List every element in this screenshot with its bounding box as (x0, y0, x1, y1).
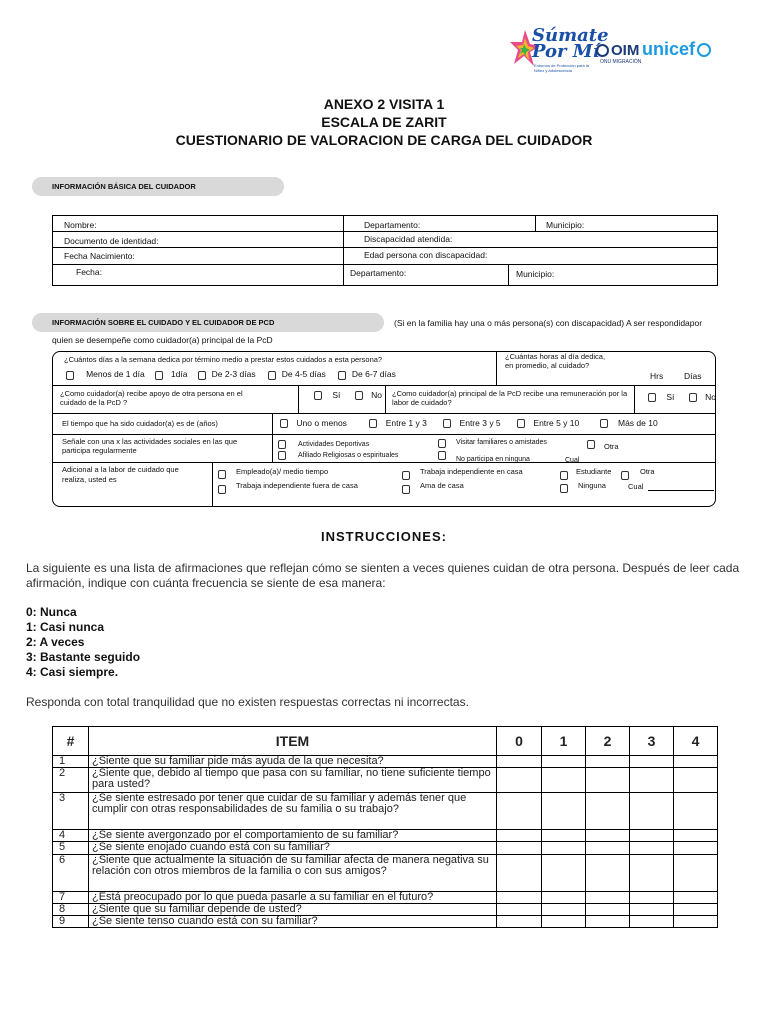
checkbox-ninguna[interactable] (560, 484, 568, 493)
option-2-3-dias: De 2-3 días (211, 369, 256, 379)
option-support-no: No (371, 390, 383, 400)
score-cell-2[interactable] (586, 904, 630, 916)
scale-0: 0: Nunca (26, 605, 77, 619)
score-cell-0[interactable] (497, 904, 542, 916)
checkbox-4-5-dias[interactable] (268, 371, 276, 380)
score-cell-3[interactable] (630, 904, 674, 916)
header-score-0: 0 (497, 727, 542, 756)
checkbox-entre-1-3[interactable] (369, 419, 377, 428)
label-discapacidad: Discapacidad atendida: (364, 234, 453, 244)
table-row (53, 892, 718, 904)
unicef-emblem-icon (697, 43, 711, 57)
scale-3: 3: Bastante seguido (26, 650, 141, 664)
score-cell-1[interactable] (542, 855, 586, 892)
score-cell-4[interactable] (674, 756, 718, 768)
oim-text: OIM (611, 42, 640, 59)
question-social-activities: Señale con una x las actividades sociales en las que participa regularmente (62, 437, 238, 455)
oim-subtitle: ONU MIGRACIÓN (600, 59, 642, 65)
checkbox-entre-3-5[interactable] (443, 419, 451, 428)
option-ama-de-casa: Ama de casa (420, 481, 464, 490)
score-cell-3[interactable] (630, 892, 674, 904)
item-number: 7 (53, 892, 89, 904)
score-cell-4[interactable] (674, 768, 718, 793)
option-ninguna: Ninguna (578, 481, 606, 490)
checkbox-afiliado-religiosas[interactable] (278, 451, 286, 460)
score-cell-4[interactable] (674, 793, 718, 830)
scale-2: 2: A veces (26, 635, 85, 649)
sumate-logo (510, 25, 609, 80)
score-cell-0[interactable] (497, 916, 542, 928)
checkbox-2-3-dias[interactable] (198, 371, 206, 380)
option-independiente-fuera: Trabaja independiente fuera de casa (236, 481, 358, 490)
option-empleado-medio-tiempo: Empleado(a)/ medio tiempo (236, 467, 329, 476)
score-cell-1[interactable] (542, 768, 586, 793)
score-cell-2[interactable] (586, 855, 630, 892)
cual-underline (648, 490, 714, 491)
scale-1: 1: Casi nunca (26, 620, 105, 634)
score-cell-0[interactable] (497, 855, 542, 892)
option-estudiante: Estudiante (576, 467, 612, 476)
item-text: ¿Se siente avergonzado por el comportamiento de su familiar? (89, 830, 497, 842)
question-hours-per-day: ¿Cuántas horas al día dedica, en promedio, al cuidado? (505, 352, 606, 370)
table-row (53, 904, 718, 916)
checkbox-remuneration-si[interactable] (648, 393, 656, 402)
partner-logos (500, 26, 730, 82)
label-documento: Documento de identidad: (64, 236, 159, 246)
table-row (53, 768, 718, 793)
item-text: ¿Siente que actualmente la situación de su familiar afecta de manera negativa su relación con otros miembros de la familia o con sus amigos? (89, 855, 497, 892)
item-text: ¿Se siente tenso cuando está con su familiar? (89, 916, 497, 928)
option-6-7-dias: De 6-7 días (351, 369, 396, 379)
question-remuneration: ¿Como cuidador(a) principal de la PcD recibe una remuneración por la labor de cuidado? (392, 389, 628, 407)
score-cell-1[interactable] (542, 756, 586, 768)
score-cell-0[interactable] (497, 842, 542, 855)
option-menos-1-dia: Menos de 1 día (86, 369, 145, 379)
question-additional-role: Adicional a la labor de cuidado que realiza, usted es (62, 465, 179, 484)
score-cell-0[interactable] (497, 830, 542, 842)
label-hrs: Hrs (650, 371, 664, 381)
option-mas-de-10: Más de 10 (618, 418, 658, 428)
option-afiliado-religiosas: Afiliado Religiosas o espirituales (298, 452, 399, 459)
label-edad: Edad persona con discapacidad: (364, 250, 488, 260)
option-entre-5-10: Entre 5 y 10 (533, 418, 580, 428)
checkbox-independiente-casa[interactable] (402, 471, 410, 480)
label-dias: Días (684, 371, 702, 381)
score-cell-0[interactable] (497, 793, 542, 830)
score-cell-3[interactable] (630, 756, 674, 768)
header-score-1: 1 (542, 727, 586, 756)
option-uno-o-menos: Uno o menos (296, 418, 347, 428)
score-cell-0[interactable] (497, 756, 542, 768)
instructions-closing: Responda con total tranquilidad que no existen respuestas correctas ni incorrectas. (26, 695, 469, 709)
checkbox-6-7-dias[interactable] (338, 371, 346, 380)
item-text: ¿Está preocupado por lo que pueda pasarle a su familiar en el futuro? (89, 892, 497, 904)
label-departamento: Departamento: (364, 220, 421, 230)
score-cell-3[interactable] (630, 768, 674, 793)
score-cell-3[interactable] (630, 855, 674, 892)
option-entre-1-3: Entre 1 y 3 (385, 418, 427, 428)
section-note-2: quien se desempeñe como cuidador(a) principal de la PcD (52, 335, 273, 345)
option-4-5-dias: De 4-5 días (281, 369, 326, 379)
score-cell-4[interactable] (674, 830, 718, 842)
days-options (66, 369, 396, 380)
item-number: 9 (53, 916, 89, 928)
zarit-items-table (52, 726, 718, 928)
score-cell-2[interactable] (586, 842, 630, 855)
item-text: ¿Siente que, debido al tiempo que pasa con su familiar, no tiene suficiente tiempo para usted? (89, 768, 497, 793)
score-cell-1[interactable] (542, 842, 586, 855)
score-cell-1[interactable] (542, 904, 586, 916)
checkbox-empleado-medio-tiempo[interactable] (218, 470, 226, 479)
checkbox-actividades-deportivas[interactable] (278, 440, 286, 449)
label-nombre: Nombre: (64, 220, 97, 230)
section-care-info-header: INFORMACIÓN SOBRE EL CUIDADO Y EL CUIDADOR DE PCD (32, 313, 384, 332)
scale-4: 4: Casi siempre. (26, 665, 119, 679)
checkbox-visitar-familiares[interactable] (438, 439, 446, 448)
score-cell-1[interactable] (542, 793, 586, 830)
checkbox-otra-adicional[interactable] (621, 471, 629, 480)
score-cell-3[interactable] (630, 793, 674, 830)
unicef-text: unicef (642, 39, 696, 59)
checkbox-remuneration-no[interactable] (689, 393, 697, 402)
item-number: 5 (53, 842, 89, 855)
remuneration-options (648, 392, 716, 402)
header-score-4: 4 (674, 727, 718, 756)
score-cell-0[interactable] (497, 892, 542, 904)
unicef-logo (642, 39, 711, 60)
label-cual-adicional: Cual (628, 482, 644, 491)
score-cell-4[interactable] (674, 842, 718, 855)
question-days-per-week: ¿Cuántos días a la semana dedica por término medio a prestar estos cuidados a esta persona? (64, 355, 383, 364)
frequency-scale (26, 605, 140, 680)
score-cell-2[interactable] (586, 892, 630, 904)
table-row (53, 916, 718, 928)
score-cell-3[interactable] (630, 842, 674, 855)
score-cell-4[interactable] (674, 855, 718, 892)
label-fecha: Fecha: (76, 267, 102, 277)
label-municipio-2: Municipio: (516, 269, 555, 279)
option-no-participa: No participa en ninguna (456, 456, 530, 463)
score-cell-3[interactable] (630, 830, 674, 842)
table-row (53, 830, 718, 842)
option-otra-social: Otra (604, 442, 619, 451)
checkbox-menos-1-dia[interactable] (66, 371, 74, 380)
score-cell-2[interactable] (586, 768, 630, 793)
checkbox-ama-de-casa[interactable] (402, 485, 410, 494)
section-basic-info-header: INFORMACIÓN BÁSICA DEL CUIDADOR (32, 177, 284, 196)
item-number: 4 (53, 830, 89, 842)
question-support: ¿Como cuidador(a) recibe apoyo de otra persona en el cuidado de la PcD ? (60, 389, 243, 407)
option-entre-3-5: Entre 3 y 5 (459, 418, 501, 428)
checkbox-support-si[interactable] (314, 391, 322, 400)
section-note-1: (Si en la familia hay una o más persona(s) con discapacidad) A ser respondidapor (394, 318, 703, 328)
option-support-si: Sí (332, 390, 341, 400)
header-number: # (53, 727, 89, 756)
item-text: ¿Se siente estresado por tener que cuidar de su familiar y además tener que cumplir con otras responsabilidades de su familia o su trabajo? (89, 793, 497, 830)
checkbox-support-no[interactable] (355, 391, 363, 400)
title-questionnaire: CUESTIONARIO DE VALORACION DE CARGA DEL CUIDADOR (175, 132, 593, 148)
label-municipio: Municipio: (546, 220, 585, 230)
item-number: 8 (53, 904, 89, 916)
score-cell-4[interactable] (674, 904, 718, 916)
table-row (53, 842, 718, 855)
item-number: 6 (53, 855, 89, 892)
option-actividades-deportivas: Actividades Deportivas (298, 441, 370, 448)
table-row (53, 855, 718, 892)
score-cell-1[interactable] (542, 830, 586, 842)
un-emblem-icon (596, 44, 609, 57)
table-row (53, 756, 718, 768)
item-number: 1 (53, 756, 89, 768)
checkbox-no-participa[interactable] (438, 451, 446, 460)
item-number: 3 (53, 793, 89, 830)
checkbox-uno-o-menos[interactable] (280, 419, 288, 428)
score-cell-0[interactable] (497, 768, 542, 793)
table-header-row (53, 727, 718, 756)
header-score-3: 3 (630, 727, 674, 756)
option-otra-adicional: Otra (640, 467, 655, 476)
sumate-text: Súmate Por Mí (532, 25, 609, 62)
checkbox-estudiante[interactable] (560, 471, 568, 480)
score-cell-1[interactable] (542, 916, 586, 928)
score-cell-1[interactable] (542, 892, 586, 904)
option-remuneration-no: No (705, 392, 717, 402)
score-cell-2[interactable] (586, 793, 630, 830)
item-text: ¿Se siente enojado cuando está con su familiar? (89, 842, 497, 855)
label-departamento-2: Departamento: (350, 268, 407, 278)
item-number: 2 (53, 768, 89, 793)
label-fecha-nacimiento: Fecha Nacimiento: (64, 251, 135, 261)
score-cell-4[interactable] (674, 892, 718, 904)
title-annex: ANEXO 2 VISITA 1 (323, 96, 445, 112)
checkbox-1-dia[interactable] (155, 371, 163, 380)
question-time-as-caregiver: El tiempo que ha sido cuidador(a) es de (años) (62, 419, 218, 428)
option-remuneration-si: Sí (666, 392, 675, 402)
option-independiente-casa: Trabaja independiente en casa (420, 467, 523, 476)
checkbox-independiente-fuera[interactable] (218, 485, 226, 494)
instructions-paragraph: La siguiente es una lista de afirmaciones que reflejan cómo se sienten a veces quienes cuidan de otra persona. Después de leer cada afirmación, indique con cuánta frecuencia se siente de esa manera: (26, 561, 740, 590)
header-item: ITEM (89, 727, 497, 756)
label-cual-social: Cual (565, 457, 580, 464)
option-1-dia: 1día (170, 369, 188, 379)
item-text: ¿Siente que su familiar pide más ayuda de la que necesita? (89, 756, 497, 768)
checkbox-entre-5-10[interactable] (517, 419, 525, 428)
score-cell-3[interactable] (630, 916, 674, 928)
header-score-2: 2 (586, 727, 630, 756)
sumate-subtitle: Entornos de Protección para la Niñez y Adolescencia (534, 63, 589, 73)
support-options (314, 390, 382, 400)
checkbox-otra-social[interactable] (587, 440, 595, 449)
option-visitar-familiares: Visitar familiares o amistades (456, 439, 547, 446)
time-options (280, 418, 658, 428)
table-row (53, 793, 718, 830)
item-text: ¿Siente que su familiar depende de usted? (89, 904, 497, 916)
score-cell-2[interactable] (586, 830, 630, 842)
score-cell-2[interactable] (586, 916, 630, 928)
instructions-title: INSTRUCCIONES: (321, 529, 447, 544)
title-scale: ESCALA DE ZARIT (321, 114, 447, 130)
checkbox-mas-de-10[interactable] (600, 419, 608, 428)
score-cell-2[interactable] (586, 756, 630, 768)
score-cell-4[interactable] (674, 916, 718, 928)
oim-logo (596, 42, 639, 59)
